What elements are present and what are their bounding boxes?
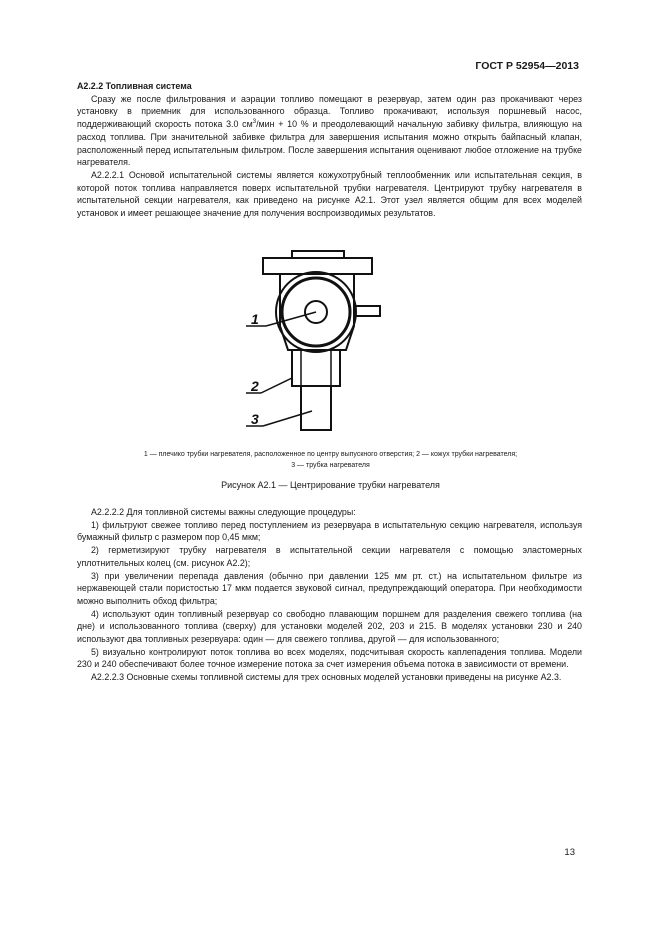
housing-shape [280, 274, 354, 350]
callout-2: 2 [251, 378, 259, 394]
procedure-item-3: 3) при увеличении перепада давления (обычно при давлении 125 мм рт. ст.) на испытательном фильтре из нержавеющей стали пористостью 17 мкм подается звуковой сигнал, предупреждающий оператора. При необходимости можно выполнить обход фильтра; [77, 570, 582, 606]
legend-line-1: 1 — плечико трубки нагревателя, расположенное по центру выпускного отверстия; 2 — кожух трубки нагревателя; [143, 451, 518, 458]
heater-tube-shape [301, 386, 331, 430]
callout-1: 1 [251, 311, 259, 327]
page-number: 13 [564, 847, 575, 858]
procedure-item-2: 2) герметизируют трубку нагревателя в испытательной секции нагревателя с помощью эластомерных уплотнительных колец (см. рисунок А2.2); [77, 545, 582, 568]
figure-caption: Рисунок А2.1 — Центрирование трубки нагревателя [221, 480, 440, 490]
procedures-intro: А2.2.2.2 Для топливной системы важны следующие процедуры: [91, 507, 356, 517]
legend-line-2: 3 — трубка нагревателя [291, 462, 370, 469]
paragraph-2: А2.2.2.1 Основой испытательной системы является кожухотрубный теплообменник или испытательная секция, в которой поток топлива направляется поверх испытательной трубки нагревателя. Центрируют трубку нагревателя в испытательной секции нагревателя, как приведено на рисунке А2.1. Этот узел является общим для всех моделей установок и имеет решающее значение для получения воспроизводимых результатов. [77, 169, 582, 219]
figure-legend [60, 449, 601, 471]
procedure-item-1: 1) фильтруют свежее топливо перед поступлением из резервуара в испытательную секцию нагревателя, используя бумажный фильтр с размером пор 0,45 мкм; [77, 519, 582, 543]
procedure-item-4: 4) используют один топливный резервуар со свободно плавающим поршнем для разделения свежего топлива (на дне) и использованного топлива (сверху) для установки моделей 202, 203 и 215. В моделях установки 230 и 240 используют два топливных резервуара: один — для свежего топлива, другой — для использованного; [77, 608, 582, 645]
outlet-pipe-shape [354, 306, 380, 316]
standard-header: ГОСТ Р 52954—2013 [475, 60, 579, 72]
callout-3: 3 [251, 411, 259, 427]
top-nut-shape [292, 251, 344, 258]
section-heading: А2.2.2 Топливная система [77, 81, 192, 91]
heater-tube-figure [0, 248, 661, 438]
paragraph-1 [77, 93, 582, 169]
section-text [77, 80, 582, 220]
paragraph-1-a: Сразу же после фильтрования и аэрации топливо помещают в резервуар, затем один раз прокачивают через установку в приемник для использованного образца. Топливо прокачивают, используя поршневый насос, поддерживающий скорость потока 3.0 см [77, 93, 582, 130]
procedure-item-5: 5) визуально контролируют поток топлива во всех моделях, подсчитывая скорость каплепадения топлива. Модели 230 и 240 обеспечивают более точное измерение потока за счет измерения объема потока в зависимости от времени. [77, 646, 582, 670]
paragraph-1-b: /мин + 10 % и преодолевающий начальную забивку фильтра, влияющую на расход топлива. При значительной забивке фильтра для завершения испытания можно открыть байпасный клапан, расположенный перед испытательным фильтром. После завершения испытания оценивают любое отложение на трубке нагревателя. [77, 119, 582, 168]
sheath-shape [292, 350, 340, 386]
unit-superscript: 3 [252, 119, 257, 126]
procedures-final: А2.2.2.3 Основные схемы топливной системы для трех основных моделей установки приведены на рисунке А2.3. [91, 672, 562, 683]
procedures-text [77, 506, 582, 684]
